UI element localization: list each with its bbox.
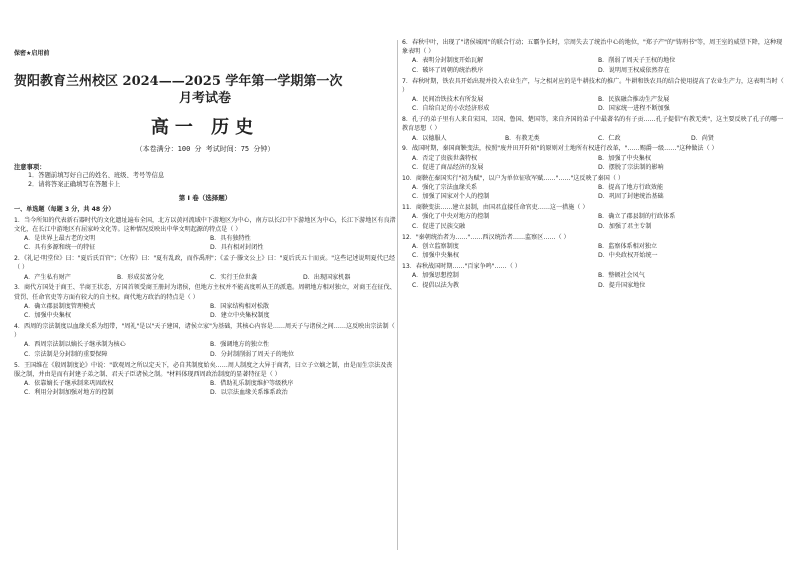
option: C．促进了民族交融 xyxy=(412,222,466,230)
subject-title: 高一 历史 xyxy=(150,117,260,138)
question-text: 8．孔子的弟子里有人来自宋国、卫国、鲁国、楚国等，来自齐国的弟子中最著名的有子贡……孔子提倡"有教无类"，这主要反映了孔子的哪一教育思想（ ） xyxy=(402,116,784,133)
question-block xyxy=(402,174,784,202)
question-block xyxy=(402,262,784,290)
question-text: 6．春秋中叶，出现了"诸侯城周"的联合行动；五霸争长时，宗周失去了统治中心的地位，"郑子产"的"铸刑书"等，周王室的威望下降，这种现象表明（ ） xyxy=(402,39,783,56)
option: A．确立郡县制度管理模式 xyxy=(24,302,96,310)
option: B．具有独特性 xyxy=(210,235,251,242)
option: B．借助礼乐制度维护等级秩序 xyxy=(210,380,294,388)
option: C．仁政 xyxy=(598,134,621,142)
option: C．利用分封制加强对地方的控制 xyxy=(24,389,114,397)
option: D．说明周王权威依然存在 xyxy=(598,66,670,74)
question-text: 7．春秋时期，铁农具开始出现并投入农业生产，与之相对应的是牛耕技术的推广。牛耕和铁农具的结合使用提高了农业生产力，这表明当时（ ） xyxy=(402,77,784,94)
question-text: 9．战国时期，秦国商鞅变法，按照"废井田开阡陌"的原则对土地所有权进行改革，"……赐爵一级……"这种做法（ ） xyxy=(402,145,718,153)
question-block xyxy=(402,38,784,75)
column-divider xyxy=(397,40,398,550)
option: A．以德服人 xyxy=(412,134,447,142)
option: D．分封制削弱了周天子的地位 xyxy=(210,350,294,358)
question-text: 13．春秋战国时期……"百家争鸣"……（ ） xyxy=(402,263,521,271)
option: A．加强思想控制 xyxy=(412,272,459,280)
question-text: 10．商鞅在秦国实行"初为赋"，以户为单位征收军赋……"……"这反映了秦国（ ） xyxy=(402,174,624,182)
option: D．出现国家机器 xyxy=(303,273,351,281)
question-block xyxy=(14,361,396,398)
option: A．产生私有财产 xyxy=(24,273,71,281)
option: A．否定了贵族世袭特权 xyxy=(412,154,478,162)
option: B．削弱了周天子王权的地位 xyxy=(598,57,676,65)
option: C．加强中央集权 xyxy=(24,312,71,320)
option: B．加强了中央集权 xyxy=(598,154,651,162)
option: B．有教无类 xyxy=(505,134,540,142)
option: B．形成贫富分化 xyxy=(117,273,164,281)
option: A．民间冶铁技术有所发展 xyxy=(412,96,484,104)
question-block xyxy=(402,233,784,261)
question-block xyxy=(14,283,396,320)
option: A．是世界上最古老的文明 xyxy=(24,235,96,242)
option: C．促进了商品经济的发展 xyxy=(412,164,484,172)
option: C．提倡以法为教 xyxy=(412,281,459,289)
question-text: 12．"秦朝统治者为……"……西汉统治者……监察区……（ ） xyxy=(402,233,570,241)
option: D．加强了君主专制 xyxy=(598,222,652,230)
option: D．提升国家地位 xyxy=(598,281,646,289)
left-column xyxy=(14,40,396,398)
option: D．建立中央集权制度 xyxy=(210,312,270,320)
question-text: 1．当今所知的代表新石器时代的文化遗址遍布全国，北方以黄河流域中下游地区为中心，南方以长江中下游地区为中心，长江下游地区有良渚文化，在长江中游地区有屈家岭文化等。这种情况反映出中华文明起源的特点是（ ） xyxy=(14,216,396,233)
notice-item: 2．请将答案正确填写在答题卡上 xyxy=(28,181,121,188)
exam-meta: （本卷满分：100 分 考试时间：75 分钟） xyxy=(135,145,275,153)
option: D．中央政权开始统一 xyxy=(598,252,658,260)
option: A．西周宗法制以嫡长子继承制为核心 xyxy=(24,341,126,349)
option: C．破坏了周朝的统治秩序 xyxy=(412,66,484,74)
question-text: 5．王国维在《殷周制度论》中说："欲观周之所以定天下，必自其制度始矣……周人制度之大异于商者，曰立子立嫡之制，由是而生宗法及丧服之制，并由是而有封建子弟之制、君天子臣诸侯之制。"材料体现西周政治制度的显著特征是（ ） xyxy=(14,361,393,378)
right-column xyxy=(402,38,784,290)
notice-heading: 注意事项： xyxy=(14,164,46,171)
option: C．具有多源和统一的特征 xyxy=(24,244,96,252)
secret-label: 保密★启用前 xyxy=(14,50,50,57)
question-text: 2．《礼记·明堂位》曰："夏后氏百官"；《左传》曰："夏有乱政，而作禹刑"；《孟子·滕文公上》曰："夏后氏五十而贡。"这些记述说明夏代已经（ ） xyxy=(14,255,396,272)
question-block xyxy=(14,254,396,282)
title-line1: 贺阳教育兰州校区 2024——2025 学年第一学期第一次 xyxy=(14,74,343,89)
question-block xyxy=(402,115,784,143)
question-text: 4．西周的宗法制度以血缘关系为纽带，"周礼"是以"天子建国，诸侯立家"为基础，其核心内容是……周天子与诸侯之间……这反映出宗法制（ ） xyxy=(14,323,395,340)
section-title: 第 I 卷（选择题） xyxy=(178,194,232,202)
option: B．国家结构相对松散 xyxy=(210,302,270,310)
option: C．实行王位世袭 xyxy=(210,273,257,281)
option: B．提高了地方行政效能 xyxy=(598,184,664,192)
question-text: 3．商代方国处于商王、半商王状态，方国首领受商王册封为诸侯，但地方主权并不能高度听从王的派遣。周朝地方相对独立，对商王在征伐、赏罚、任命官吏等方面有较大的自主权。商代地方政治的特点是（ ） xyxy=(14,284,396,301)
option: A．创立监察制度 xyxy=(412,242,459,250)
option: D．具有相对封闭性 xyxy=(210,244,264,252)
question-text: 11．商鞅变法……建立县制，由国君直接任命官吏……这一措施（ ） xyxy=(402,204,589,212)
option: D．摆脱了宗法制的影响 xyxy=(598,164,664,172)
question-block xyxy=(402,144,784,172)
option: C．宗法制是分封制的重要保障 xyxy=(24,350,108,358)
option: A．依靠嫡长子继承制来巩固政权 xyxy=(24,380,114,388)
exam-title xyxy=(14,73,396,107)
question-block xyxy=(402,77,784,114)
section-heading: 一、单选题（每题 3 分，共 48 分） xyxy=(14,206,115,213)
option: B．强调地方的独立性 xyxy=(210,341,270,349)
question-block xyxy=(402,203,784,231)
option: C．自给自足的小农经济形成 xyxy=(412,105,490,113)
option: D．尚贤 xyxy=(691,134,714,142)
question-block xyxy=(14,216,396,253)
option: B．确立了郡县制的行政体系 xyxy=(598,213,676,221)
option: D．以宗法血缘关系维系政治 xyxy=(210,389,288,397)
question-block xyxy=(14,322,396,359)
option: A．表明分封制度开始瓦解 xyxy=(412,57,484,65)
option: A．强化了宗法血缘关系 xyxy=(412,184,478,192)
option: C．加强了国家对个人的控制 xyxy=(412,193,490,201)
option: D．巩固了封建统治基础 xyxy=(598,193,664,201)
option: B．整顿社会风气 xyxy=(598,272,645,280)
option: A．强化了中央对地方的控制 xyxy=(412,213,490,221)
option: B．民族融合推动生产发展 xyxy=(598,96,670,104)
title-line2: 月考试卷 xyxy=(178,91,231,106)
notice-item: 1．答题前填写好自己的姓名、班级、考号等信息 xyxy=(28,172,165,179)
option: D．国家统一进程不断加强 xyxy=(598,105,670,113)
option: C．加强中央集权 xyxy=(412,252,459,260)
option: B．监察体系相对独立 xyxy=(598,242,658,250)
